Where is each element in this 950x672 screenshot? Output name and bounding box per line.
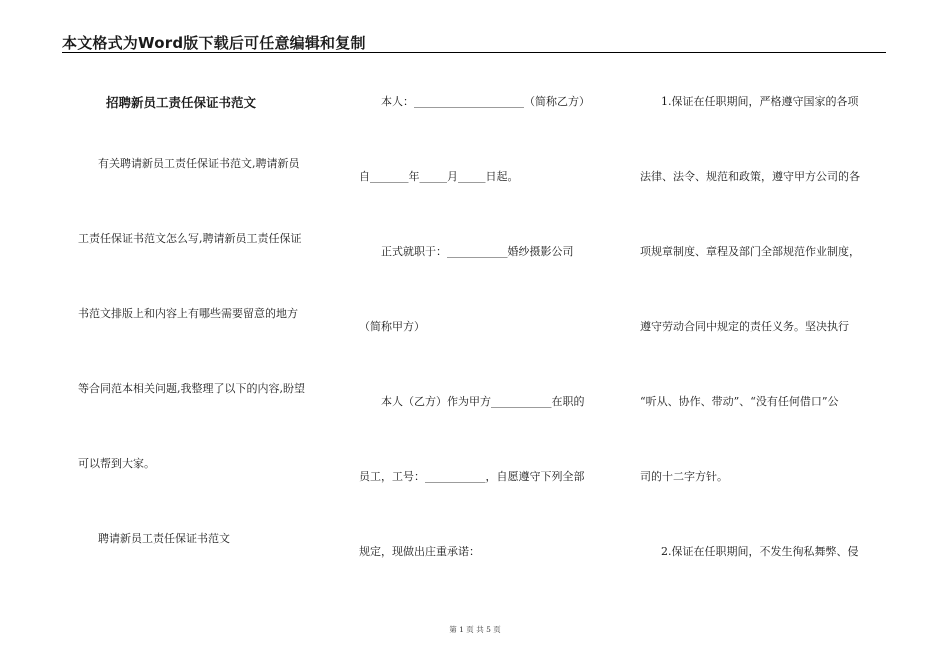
- paragraph-line: 项规章制度、章程及部门全部规范作业制度，: [640, 245, 860, 258]
- paragraph-line: 遵守劳动合同中规定的责任义务。坚决执行: [640, 320, 849, 333]
- document-title: 招聘新员工责任保证书范文: [106, 95, 257, 110]
- paragraph-line: 本人：____________________（简称乙方）: [381, 95, 590, 108]
- paragraph-line: （简称甲方）: [359, 320, 425, 333]
- paragraph-line: 员工，工号：___________，自愿遵守下列全部: [359, 470, 585, 483]
- paragraph-line: 有关聘请新员工责任保证书范文,聘请新员: [98, 157, 300, 170]
- document-header: [62, 30, 886, 53]
- page-number: 第 1 页 共 5 页: [449, 625, 501, 634]
- paragraph-line: 自_______年_____月_____日起。: [359, 170, 519, 183]
- paragraph-line: 正式就职于：___________婚纱摄影公司: [381, 245, 574, 258]
- paragraph-line: “听从、协作、带动”、“没有任何借口”公: [640, 395, 839, 408]
- paragraph-line: 工责任保证书范文怎么写,聘请新员工责任保证: [78, 232, 302, 245]
- paragraph-line: 1.保证在任职期间，严格遵守国家的各项: [661, 95, 859, 108]
- paragraph-line: 2.保证在任职期间，不发生徇私舞弊、侵: [661, 545, 859, 558]
- header-text: 本文格式为Word版下载后可任意编辑和复制: [62, 34, 366, 52]
- section-heading: 聘请新员工责任保证书范文: [98, 532, 230, 545]
- paragraph-line: 等合同范本相关问题,我整理了以下的内容,盼望: [78, 382, 305, 395]
- paragraph-line: 法律、法令、规范和政策，遵守甲方公司的各: [640, 170, 860, 183]
- paragraph-line: 规定，现做出庄重承诺：: [359, 545, 480, 558]
- paragraph-line: 本人（乙方）作为甲方___________在职的: [381, 395, 585, 408]
- paragraph-line: 司的十二字方针。: [640, 470, 728, 483]
- paragraph-line: 书范文排版上和内容上有哪些需要留意的地方: [78, 307, 298, 320]
- paragraph-line: 可以帮到大家。: [78, 457, 155, 470]
